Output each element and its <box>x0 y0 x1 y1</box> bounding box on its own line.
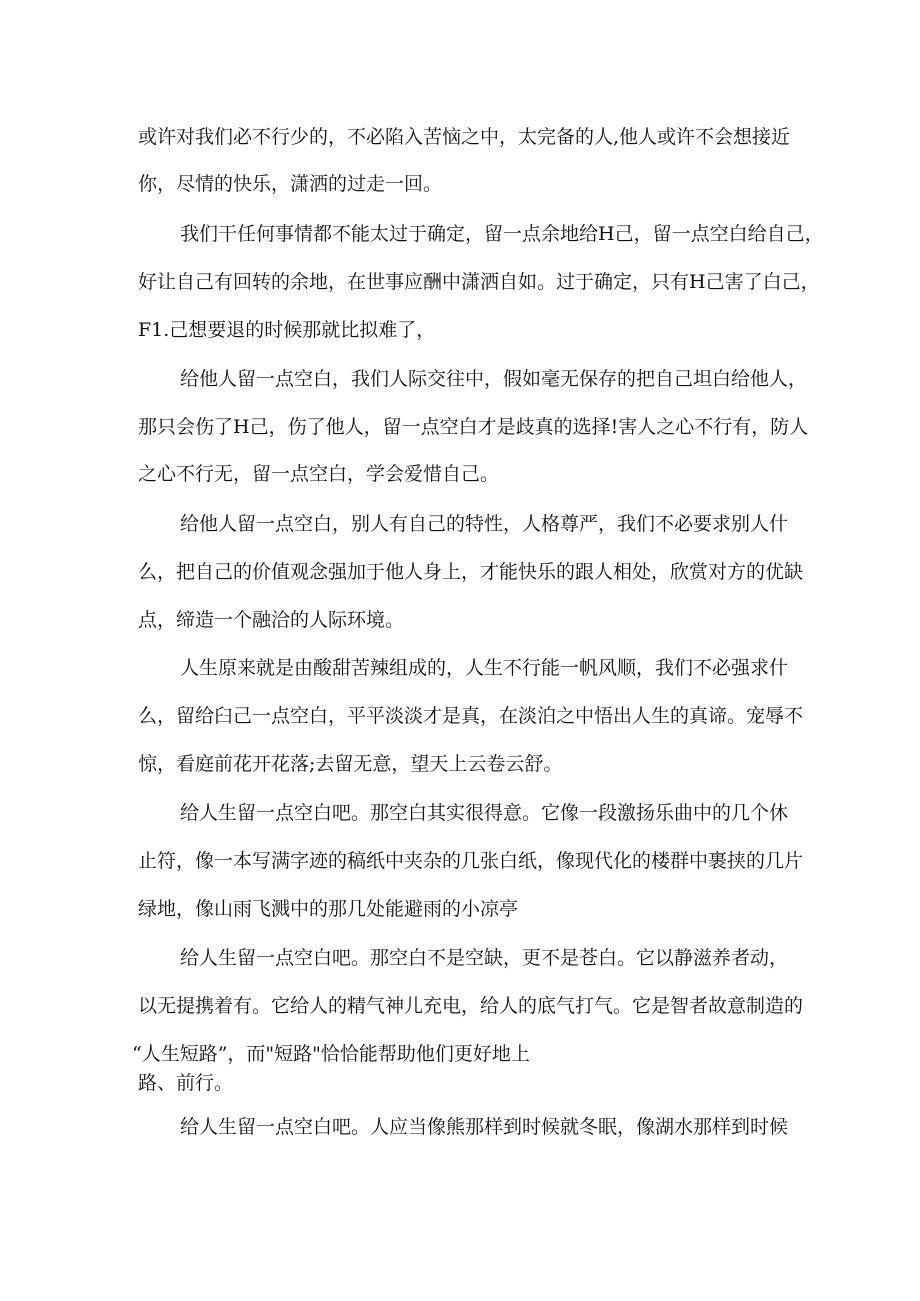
body-text-line: 么，留给臼己一点空白，平平淡淡才是真，在淡泊之中悟出人生的真谛。宠辱不 <box>138 705 804 727</box>
paragraph-first-line: 给他人留一点空白，别人有自己的特性，人格尊严，我们不必要求别人什 <box>180 513 789 535</box>
body-text-line: F1.己想要退的时候那就比拟难了， <box>138 319 436 341</box>
body-text-line: 以无提携着有。它给人的精气神儿充电，给人的底气打气。它是智者故意制造的 <box>138 995 804 1017</box>
paragraph-first-line: 我们干任何事情都不能太过于确定，留一点余地给H己，留一点空白给自己， <box>180 223 824 245</box>
body-text-line: 之心不行无，留一点空白，学会爱惜自己。 <box>138 463 500 485</box>
body-text-line: 点，缔造一个融洽的人际环境。 <box>138 609 405 631</box>
body-text-line: “人生短路”，而"短路"恰恰能帮助他们更好地上 <box>132 1043 530 1065</box>
body-text-line: 止符，像一本写满字迹的稿纸中夹杂的几张白纸，像现代化的楼群中裹挟的几片 <box>138 850 804 872</box>
body-text-line: 么，把自己的价值观念强加于他人身上，才能快乐的跟人相处，欣赏对方的优缺 <box>138 561 804 583</box>
body-text-line: 那只会伤了H己，伤了他人，留一点空白才是歧真的选择!害人之心不行有，防人 <box>138 416 809 438</box>
paragraph-first-line: 给他人留一点空白，我们人际交往中，假如毫无保存的把自己坦白给他人， <box>180 368 808 390</box>
body-text-line: 绿地，像山雨飞溅中的那几处能避雨的小凉亭 <box>138 898 519 920</box>
body-text-line: 路、前行。 <box>138 1072 234 1094</box>
paragraph-first-line: 给人生留一点空白吧。人应当像熊那样到时候就冬眠，像湖水那样到时候 <box>180 1116 789 1138</box>
body-text-line: 你，尽情的快乐，潇洒的过走一回。 <box>138 173 443 195</box>
body-text-line: 或许对我们必不行少的，不必陷入苦恼之中，太完备的人,他人或许不会想接近 <box>138 126 791 148</box>
body-text-line: 惊，看庭前花开花落;去留无意，望天上云卷云舒。 <box>138 753 563 775</box>
paragraph-first-line: 人生原来就是由酸甜苦辣组成的，人生不行能一帆风顺，我们不必强求什 <box>180 657 789 679</box>
paragraph-first-line: 给人生留一点空白吧。那空白其实很得意。它像一段激扬乐曲中的几个休 <box>180 802 789 824</box>
paragraph-first-line: 给人生留一点空白吧。那空白不是空缺，更不是苍白。它以静滋养者动， <box>180 947 789 969</box>
body-text-line: 好让自己有回转的余地，在世事应酬中潇洒自如。过于确定，只有H己害了白己， <box>138 271 820 293</box>
